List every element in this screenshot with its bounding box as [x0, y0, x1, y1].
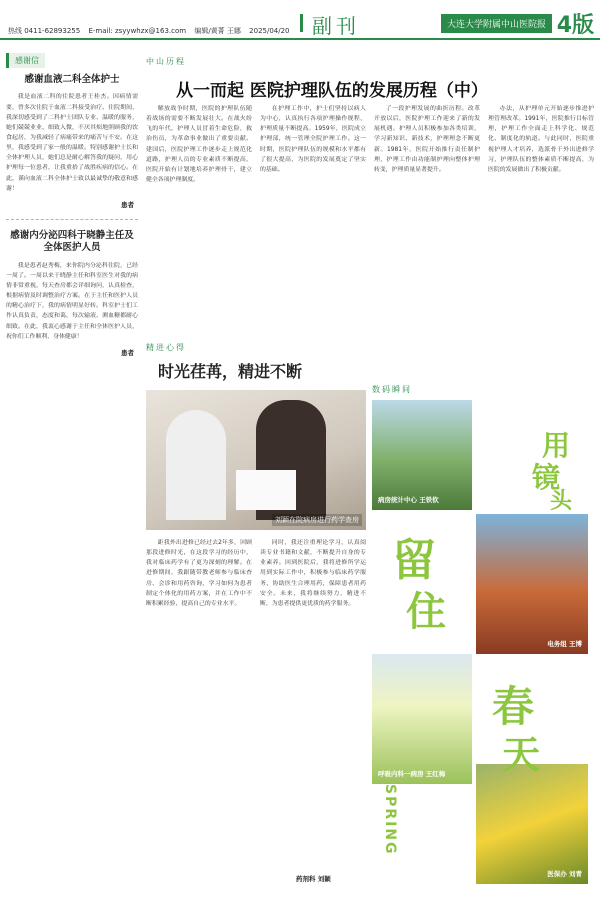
headline-char-1: 用	[542, 429, 571, 462]
editors: 编辑/黄菁 王娜	[194, 27, 241, 35]
history-col-4	[488, 104, 594, 185]
email: E-mail: zsyywhzx@163.com	[88, 27, 187, 35]
gallery-section-tag: 数码瞬间	[372, 385, 412, 394]
hotline: 热线 0411-62893255	[8, 27, 81, 35]
photo-gallery	[372, 384, 596, 894]
newspaper-name: 大连大学附属中山医院报	[441, 14, 552, 33]
essay-author: 药剂科 刘颖	[296, 875, 331, 883]
letter2-title: 感谢内分泌四科于晓静主任及全体医护人员	[10, 229, 134, 254]
headline-char-2: 镜	[532, 461, 561, 494]
essay-title: 时光荏苒，精进不断	[158, 362, 303, 381]
headline-char-6: 春	[492, 682, 535, 731]
essay-col-1	[146, 538, 252, 609]
headline-char-5: 住	[406, 588, 446, 635]
issue-date: 2025/04/20	[249, 27, 290, 35]
gallery-caption-4: 医保办 刘青	[547, 869, 582, 878]
essay-article	[146, 342, 366, 609]
contact-line	[8, 26, 296, 36]
history-col-3	[374, 104, 480, 185]
history-section-tag: 中山历程	[146, 57, 186, 66]
page-number: 4版	[556, 13, 594, 38]
letter2-byline: 患者	[121, 348, 134, 357]
history-col-1	[146, 104, 252, 185]
gallery-caption-3: 呼吸内科一病房 王红梅	[378, 769, 446, 778]
essay-section-tag: 精进心得	[146, 343, 186, 352]
photo-figure-1	[166, 410, 226, 520]
headline-char-3: 头	[550, 488, 573, 514]
history-col-2	[260, 104, 366, 185]
section-divider	[300, 14, 303, 32]
column-divider	[6, 219, 138, 220]
essay-photo	[146, 390, 366, 530]
history-columns	[146, 104, 594, 185]
gallery-photo-4	[476, 764, 588, 884]
gallery-photo-3	[372, 654, 472, 784]
history-text-3: 了一段护理发展的曲折历程。改革开放以后，医院护理工作迎来了新的发展机遇。护理人员积极参加各类培训，学习新知识、新技术，护理理念不断更新。1981年，医院开始推行责任制护理，护理工作由功能制护理向整体护理转变，护理质量显著提升。	[374, 106, 480, 173]
spring-word: SPRING	[382, 784, 398, 856]
history-text-2: 在护理工作中，护士们坚持以病人为中心，认真执行各项护理操作规程，护理质量不断提高。1959年，医院成立护理部，统一管理全院护理工作。这一时期，医院护理队伍的规模和水平都有了很大提高，为医院的发展奠定了坚实的基础。	[260, 106, 366, 173]
letter2-body: 我是患者赵秀梅，来你院内分泌科住院，已经一周了。一周以来于晓静主任和科室医生对我的病情非常重视，每天查房都会详细询问，认真检查，根据病情及时调整治疗方案。在于主任和医护人员的精心治疗下，我的病情明显好转。科室护士们工作认真负责，态度和蔼，每次输液、测血糖都耐心细致。在此，我衷心感谢于主任和全体医护人员，祝你们工作顺利，身体健康！	[6, 262, 138, 340]
essay-text-1: 距我外出进修已经过去2年多，回顾那段进修时光，在这段学习的经历中，我对临床药学有了更为深刻的理解。在进修期间，我跟随带教老师参与临床查房、会诊和用药咨询，学习如何为患者制定个体化的用药方案，并在工作中不断积累经验，提高自己的专业水平。	[146, 540, 252, 607]
history-text-1: 解放战争时期，医院的护理队伍随着战场的需要不断发展壮大。在战火纷飞的年代，护理人员冒着生命危险，救治伤员，为革命事业做出了重要贡献。建国后，医院护理工作逐步走上规范化道路，护理人员的专业素质不断提高，医院开始有计划地培养护理骨干，建立健全各项护理制度。	[146, 106, 252, 184]
gallery-caption-1: 病房统计中心 王铁钦	[378, 495, 439, 504]
masthead	[0, 0, 600, 40]
letter1-title: 感谢血液二科全体护士	[24, 74, 120, 85]
letters-tag: 感谢信	[6, 53, 45, 68]
history-text-4: 办法，从护理单元开始逐步推进护理管理改革。1991年，医院推行目标管理，护理工作全面走上科学化、规范化、制度化的轨道。与此同时，医院重视护理人才培养，选派骨干外出进修学习，护理队伍的整体素质不断提高，为医院的发展做出了积极贡献。	[488, 106, 594, 173]
gallery-photo-1	[372, 400, 472, 510]
section-title: 副刊	[312, 14, 360, 38]
left-column	[6, 48, 138, 893]
headline-char-7: 天	[502, 732, 541, 777]
essay-text-2: 同时，我还注重理论学习，认真阅读专业书籍和文献，不断提升自身的专业素养。回到医院后，我将进修所学运用到实际工作中，积极参与临床药学服务，协助医生合理用药，保障患者用药安全。未来，我将继续努力，精进不断，为患者提供更优质的药学服务。	[260, 540, 366, 607]
photo-paper	[236, 470, 296, 510]
essay-col-2	[260, 538, 366, 609]
history-title: 从一而起 医院护理队伍的发展历程（中）	[176, 81, 488, 101]
letter1-body: 我是血液二科的住院患者王桂杰。因病情需要，曾多次住院于血液二科接受治疗。住院期间，我深切感受到了二科护士团队专业、温暖的服务，她们兢兢业业、细致入微，不厌其烦地照顾我的饮食起居，为我减轻了病痛带来的痛苦与不安。在这里，我感受到了家一般的温暖。特别感谢护士长和全体护理人员，她们总是耐心解答我的疑问，用心护理每一位患者，让我重拾了战胜疾病的信心。在此，谨向血液二科全体护士致以最诚挚的敬意和感谢！	[6, 94, 138, 192]
headline-char-4: 留	[392, 535, 436, 586]
essay-photo-caption: 刘颖在院病房进行药学查房	[272, 514, 362, 526]
gallery-photo-2	[476, 514, 588, 654]
essay-columns	[146, 538, 366, 609]
gallery-caption-2: 电务组 王博	[547, 639, 582, 648]
letter1-byline: 患者	[121, 200, 134, 209]
